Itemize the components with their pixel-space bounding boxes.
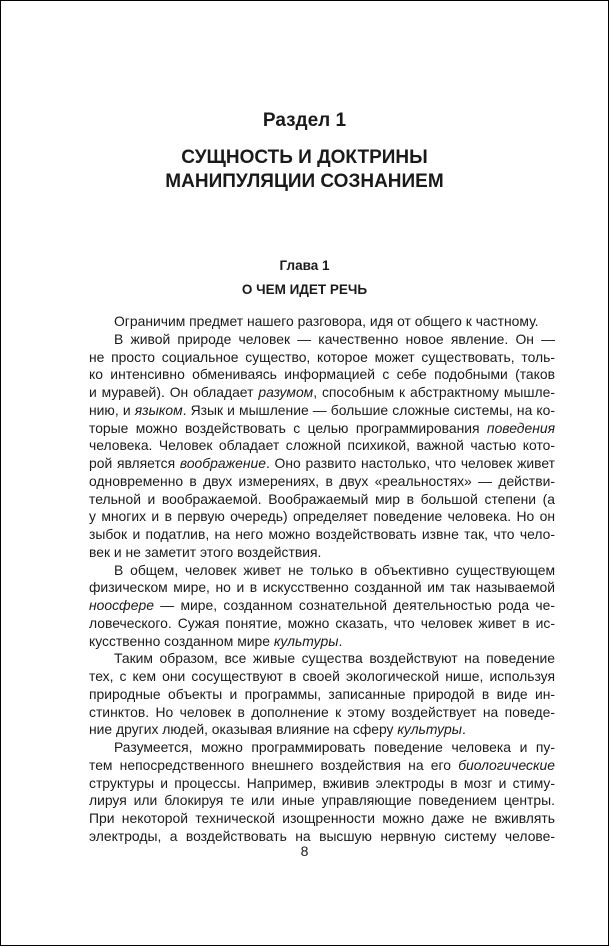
text-line: кусственно созданном мире культуры. (89, 632, 343, 649)
page-number: 8 (300, 843, 309, 859)
section-title-line-1: СУЩНОСТЬ И ДОКТРИНЫ (181, 147, 428, 168)
text-line: тех, с кем они сосуществуют в своей экологической нише, используя (89, 668, 555, 684)
chapter-label: Глава 1 (279, 258, 330, 273)
text-line: В общем, человек живет не только в объективно существующем (114, 561, 555, 578)
text-line: не просто социальное существо, которое может существовать, толь- (89, 348, 555, 365)
text-line: ко интенсивно обмениваясь информацией с себе подобными (таков (89, 366, 555, 383)
text-line: стинктов. Но человек в дополнение к этому воздействует на поведе- (89, 703, 555, 720)
text-line: тем непосредственного внешнего воздействия на его биологические (89, 756, 555, 773)
chapter-title: О ЧЕМ ИДЕТ РЕЧЬ (241, 282, 368, 297)
section-title (1, 146, 608, 194)
text-line: Разумеется, можно программировать поведение человека и пу- (114, 739, 555, 755)
text-line: ловеческого. Сужая понятие, можно сказать, что человек живет в ис- (89, 614, 555, 631)
text-line: лируя или блокируя те или иные управляющие поведением центры. (89, 792, 555, 809)
text-line: человека. Человек обладает сложной психикой, важной частью кото- (89, 437, 555, 454)
text-line: природные объекты и программы, записанные природой в виде ин- (89, 685, 555, 702)
section-title-line-2: МАНИПУЛЯЦИИ СОЗНАНИЕМ (165, 171, 444, 192)
text-line: ние других людей, оказывая влияние на сферу культуры. (89, 721, 466, 738)
text-line: структуры и процессы. Например, вживив электроды в мозг и стиму- (89, 774, 555, 791)
text-line: Таким образом, все живые существа воздействуют на поведение (114, 650, 555, 667)
text-line: и муравей). Он обладает разумом, способным к абстрактному мышле- (89, 384, 555, 400)
text-line: торые можно воздействовать с целью программирования поведения (89, 419, 555, 436)
text-line: одновременно в двух измерениях, в двух «реальностях» — действи- (89, 472, 555, 489)
text-line: ноосфере — мире, созданном сознательной деятельностью рода че- (89, 597, 555, 613)
text-line: рой является воображение. Оно развито настолько, что человек живет (89, 455, 555, 471)
text-line: В живой природе человек — качественно новое явление. Он — (114, 330, 555, 347)
text-line: Ограничим предмет нашего разговора, идя от общего к частному. (114, 313, 539, 329)
body-text (89, 313, 555, 846)
text-line: электроды, а воздействовать на высшую нервную систему челове- (89, 827, 555, 844)
text-line: физическом мире, но и в искусственно созданной им так называемой (89, 579, 555, 596)
text-line: нию, и языком. Язык и мышление — большие сложные системы, на ко- (89, 401, 556, 418)
text-line: век и не заметит этого воздействия. (89, 543, 322, 560)
text-line: у многих и в первую очередь) определяет поведение человека. Но он (89, 508, 555, 525)
text-line: зыбок и податлив, на него можно воздействовать извне так, что чело- (89, 526, 555, 542)
text-line: тельной и воображаемой. Воображаемый мир в большой степени (а (89, 490, 555, 507)
text-line: При некоторой технической изощренности можно даже не вживлять (89, 810, 555, 826)
section-label: Раздел 1 (262, 110, 347, 131)
